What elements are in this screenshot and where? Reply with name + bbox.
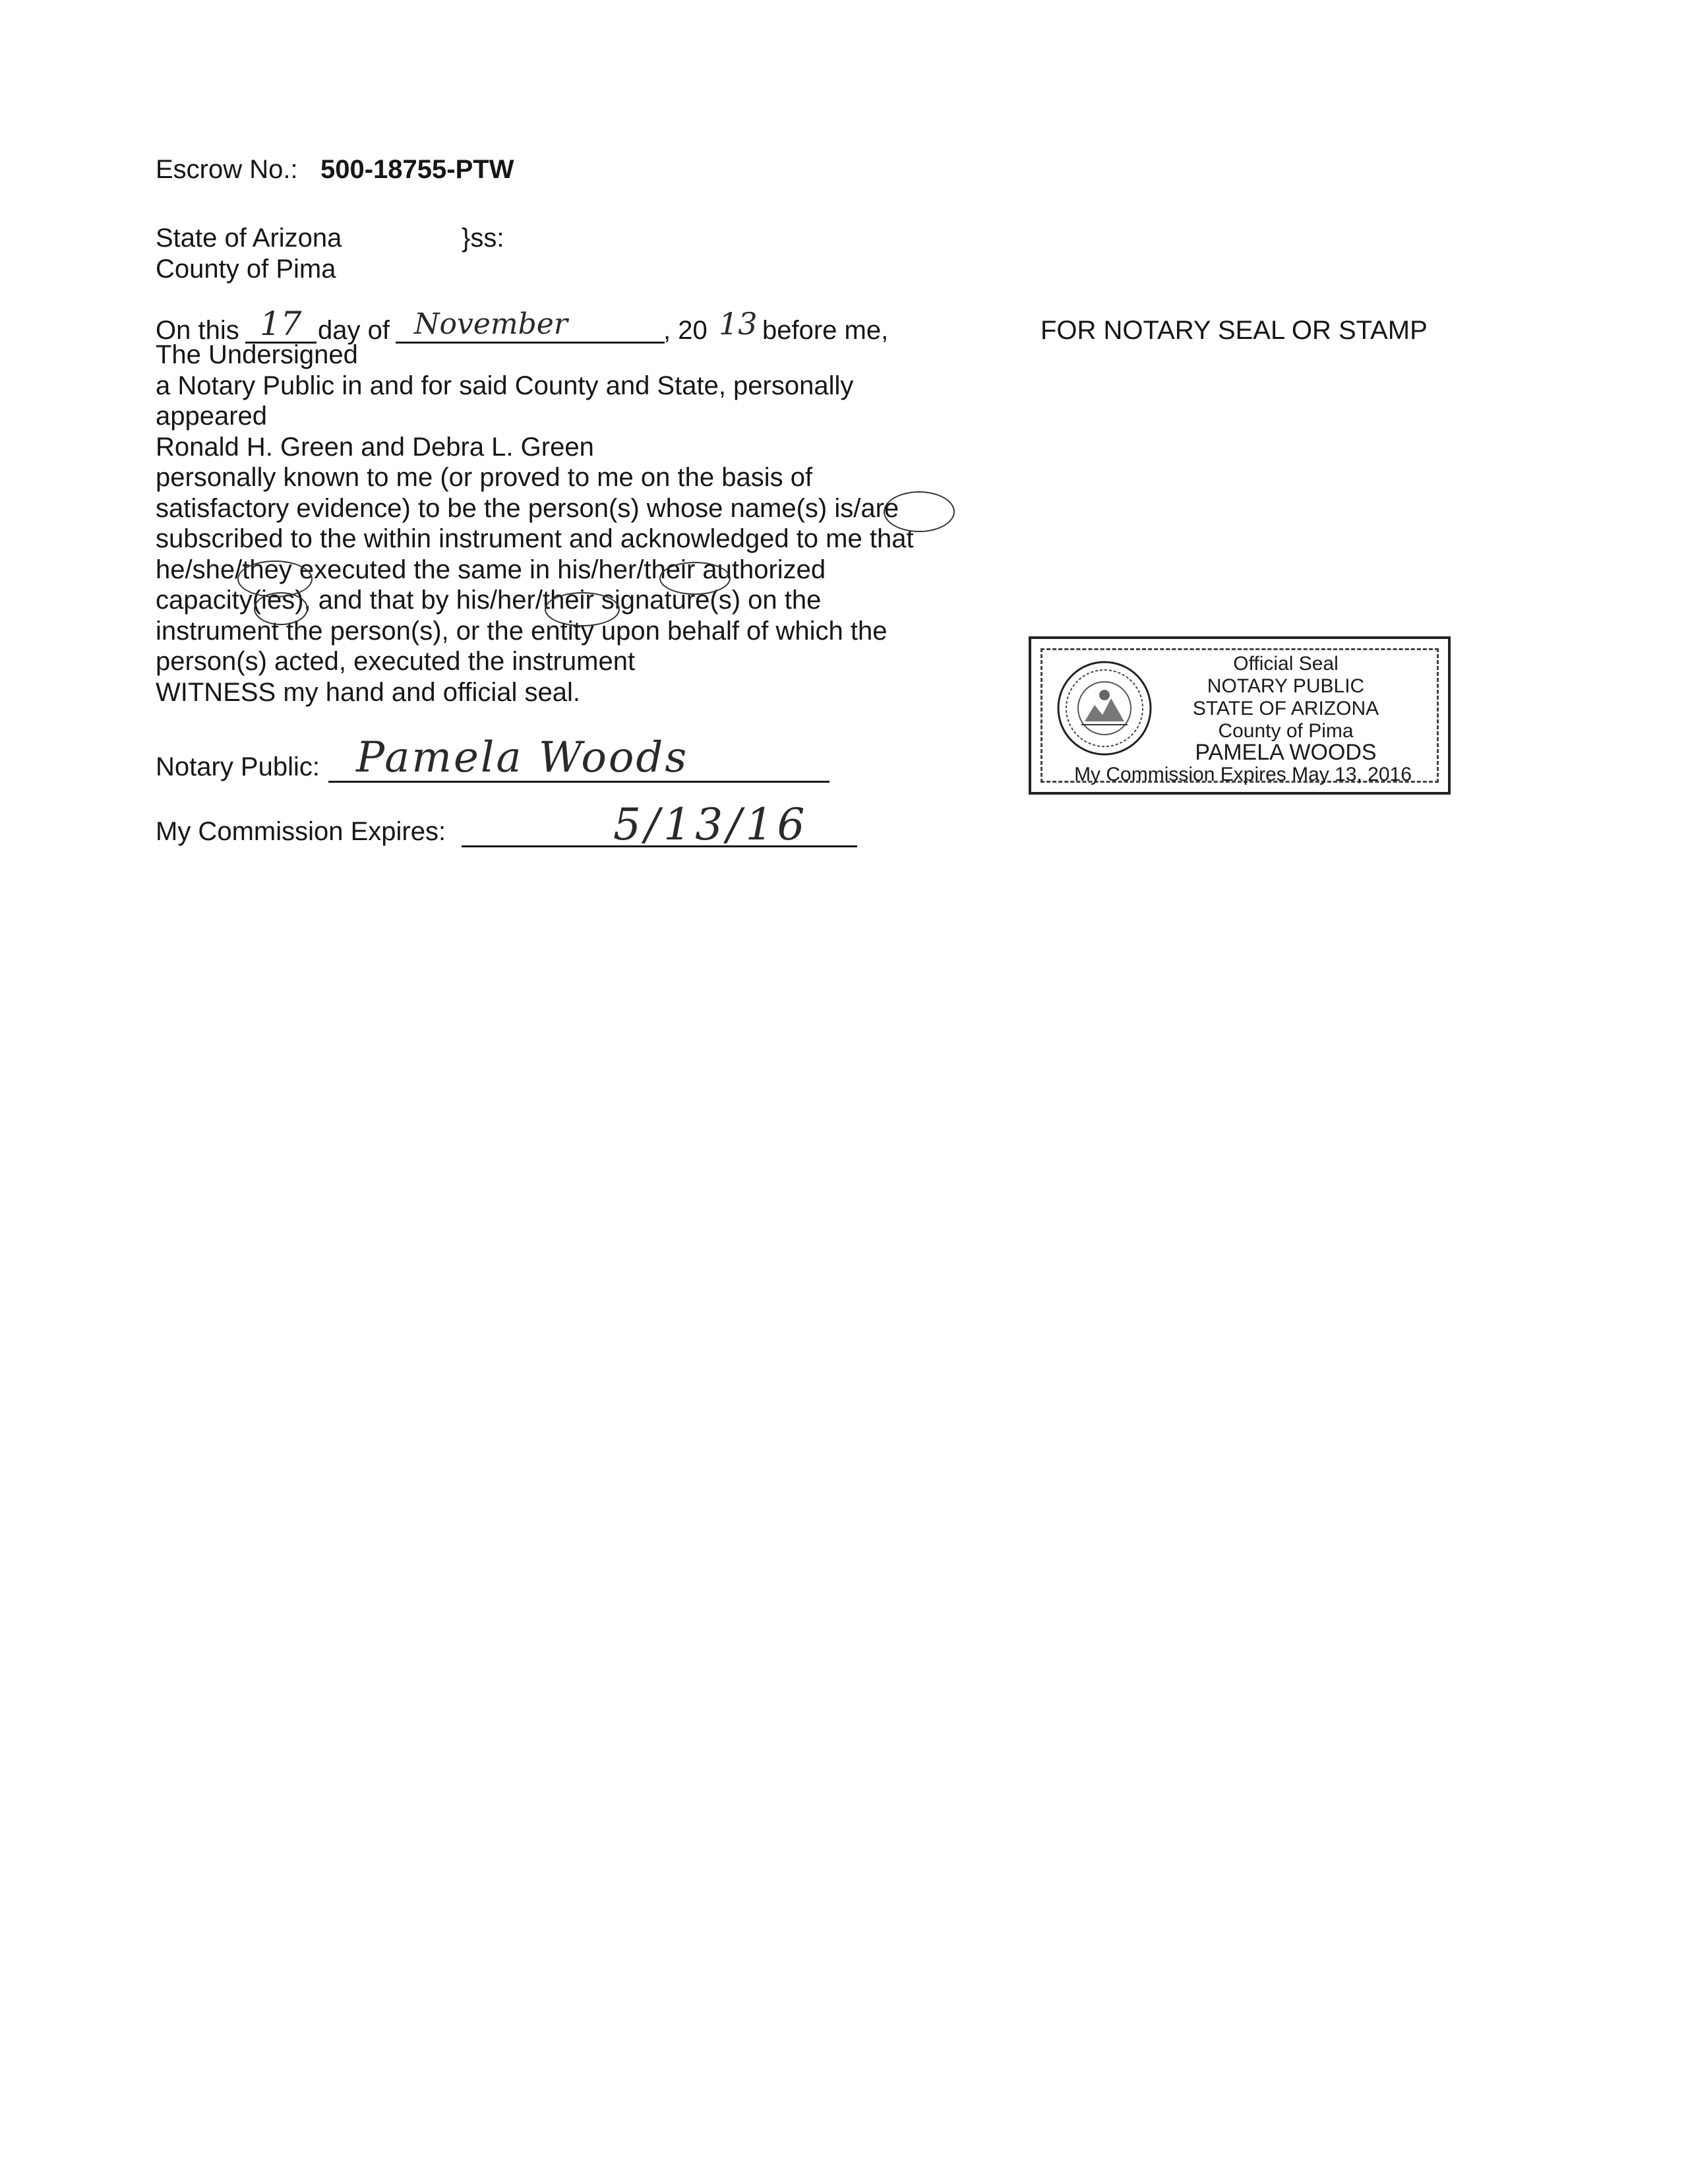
ack-line: subscribed to the within instrument and acknowledged to me that: [156, 524, 914, 553]
escrow-number: 500-18755-PTW: [320, 155, 514, 184]
witness-line: WITNESS my hand and official seal.: [156, 677, 580, 707]
ack-line: personally known to me (or proved to me on the basis of: [156, 463, 813, 492]
ack-line: he/she/they executed the same in his/her/their authorized: [156, 555, 826, 584]
ack-line: The Undersigned: [156, 340, 358, 369]
ack-line: instrument the person(s), or the entity upon behalf of which the: [156, 616, 888, 646]
day-handwritten: 17: [260, 305, 302, 343]
ack-before-me: before me,: [762, 316, 889, 345]
ack-line: satisfactory evidence) to be the person(s) whose name(s) is/are: [156, 493, 899, 523]
signer-names: Ronald H. Green and Debra L. Green: [156, 432, 594, 462]
venue-ss: }ss:: [462, 224, 504, 253]
circle-their2-mark: [545, 592, 620, 626]
commission-expires-label: My Commission Expires:: [156, 817, 446, 846]
ack-line: person(s) acted, executed the instrument: [156, 647, 636, 676]
ack-on-this: On this: [156, 316, 239, 345]
circle-are-mark: [884, 491, 955, 532]
escrow-label: Escrow No.:: [156, 155, 298, 184]
stamp-line-notary-public: NOTARY PUBLIC: [1207, 675, 1365, 697]
notary-signature: Pamela Woods: [356, 733, 689, 782]
venue-state: State of Arizona: [156, 224, 342, 253]
venue-county: County of Pima: [156, 255, 336, 284]
seal-area-heading: FOR NOTARY SEAL OR STAMP: [1040, 316, 1428, 345]
ack-day-of: day of: [318, 316, 390, 345]
notary-public-label: Notary Public:: [156, 752, 320, 781]
ack-year-prefix: , 20: [663, 316, 708, 345]
stamp-line-official-seal: Official Seal: [1233, 653, 1339, 675]
ack-line: a Notary Public in and for said County and State, personally: [156, 371, 854, 400]
ack-line: appeared: [156, 402, 268, 431]
year-handwritten: 13: [719, 306, 758, 342]
commission-expires-handwritten: 5/13/16: [613, 799, 809, 850]
ack-line: capacity(ies), and that by his/her/their signature(s) on the: [156, 586, 822, 615]
circle-ies-mark: [254, 592, 308, 625]
stamp-line-state: STATE OF ARIZONA: [1192, 698, 1379, 719]
circle-their-mark: [659, 562, 731, 595]
notary-stamp: [1029, 636, 1451, 795]
stamp-line-county: County of Pima: [1218, 720, 1354, 742]
stamp-line-expiration: My Commission Expires May 13, 2016: [1074, 764, 1412, 785]
month-handwritten: November: [414, 307, 568, 341]
stamp-line-notary-name: PAMELA WOODS: [1195, 740, 1377, 765]
acknowledgment-body: [156, 340, 914, 708]
